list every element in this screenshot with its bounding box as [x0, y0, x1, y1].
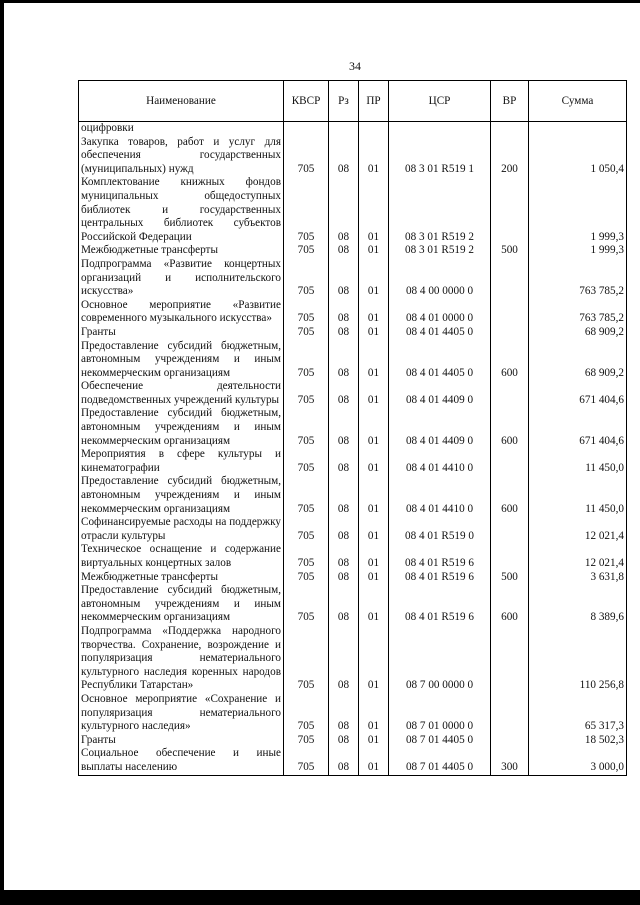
table-row — [79, 326, 627, 340]
row-rz: 08 — [329, 244, 359, 258]
row-sum: 11 450,0 — [529, 475, 627, 516]
row-rz: 08 — [329, 380, 359, 407]
row-csr: 08 7 00 0000 0 — [389, 625, 491, 693]
row-vr — [491, 448, 529, 475]
table-row — [79, 136, 627, 177]
table-row — [79, 693, 627, 734]
table-row — [79, 516, 627, 543]
row-sum: 671 404,6 — [529, 380, 627, 407]
row-csr: 08 4 01 R519 6 — [389, 584, 491, 625]
row-rz: 08 — [329, 693, 359, 734]
row-csr: 08 3 01 R519 2 — [389, 244, 491, 258]
table-row — [79, 244, 627, 258]
row-name: Техническое оснащение и содержание виртуальных концертных залов — [79, 543, 284, 570]
row-kvsr: 705 — [284, 176, 329, 244]
row-kvsr: 705 — [284, 625, 329, 693]
row-sum: 8 389,6 — [529, 584, 627, 625]
row-name: Комплектование книжных фондов муниципальных общедоступных библиотек и государственных центральных библиотек субъектов Российской Федерации — [79, 176, 284, 244]
row-kvsr: 705 — [284, 326, 329, 340]
table-row — [79, 584, 627, 625]
row-sum: 763 785,2 — [529, 258, 627, 299]
row-pr: 01 — [359, 407, 389, 448]
row-name: Основное мероприятие «Сохранение и популяризация нематериального культурного наследия» — [79, 693, 284, 734]
row-pr: 01 — [359, 258, 389, 299]
header-csr: ЦСР — [389, 81, 491, 122]
row-csr: 08 7 01 0000 0 — [389, 693, 491, 734]
row-rz: 08 — [329, 516, 359, 543]
row-pr: 01 — [359, 516, 389, 543]
row-kvsr: 705 — [284, 407, 329, 448]
row-csr: 08 4 01 R519 6 — [389, 571, 491, 585]
row-sum: 763 785,2 — [529, 299, 627, 326]
row-vr: 500 — [491, 244, 529, 258]
row-kvsr: 705 — [284, 734, 329, 748]
budget-table — [78, 80, 627, 776]
table-row — [79, 448, 627, 475]
row-name: Предоставление субсидий бюджетным, автономным учреждениям и иным некоммерческим организациям — [79, 340, 284, 381]
row-sum: 65 317,3 — [529, 693, 627, 734]
row-name: Подпрограмма «Поддержка народного творчества. Сохранение, возрождение и популяризация нематериального культурного наследия коренных народов Республики Татарстан» — [79, 625, 284, 693]
table-body — [79, 122, 627, 776]
row-pr: 01 — [359, 326, 389, 340]
row-vr: 200 — [491, 136, 529, 177]
row-kvsr: 705 — [284, 299, 329, 326]
table-row — [79, 747, 627, 775]
header-rz: Рз — [329, 81, 359, 122]
row-vr — [491, 516, 529, 543]
row-csr: 08 4 01 4405 0 — [389, 326, 491, 340]
row-pr: 01 — [359, 448, 389, 475]
row-pr — [359, 122, 389, 136]
row-sum: 1 050,4 — [529, 136, 627, 177]
row-csr: 08 7 01 4405 0 — [389, 747, 491, 775]
row-name: Предоставление субсидий бюджетным, автономным учреждениям и иным некоммерческим организациям — [79, 407, 284, 448]
row-csr: 08 3 01 R519 1 — [389, 136, 491, 177]
row-sum: 12 021,4 — [529, 516, 627, 543]
row-sum: 11 450,0 — [529, 448, 627, 475]
row-vr: 600 — [491, 340, 529, 381]
row-vr — [491, 176, 529, 244]
row-pr: 01 — [359, 340, 389, 381]
row-pr: 01 — [359, 136, 389, 177]
row-csr: 08 4 01 4405 0 — [389, 340, 491, 381]
row-vr — [491, 625, 529, 693]
row-csr: 08 7 01 4405 0 — [389, 734, 491, 748]
row-kvsr: 705 — [284, 448, 329, 475]
row-sum: 110 256,8 — [529, 625, 627, 693]
row-kvsr: 705 — [284, 475, 329, 516]
row-kvsr: 705 — [284, 693, 329, 734]
row-name: оцифровки — [79, 122, 284, 136]
row-csr: 08 4 01 4410 0 — [389, 448, 491, 475]
row-rz: 08 — [329, 176, 359, 244]
row-kvsr: 705 — [284, 571, 329, 585]
row-rz: 08 — [329, 625, 359, 693]
row-pr: 01 — [359, 584, 389, 625]
row-rz: 08 — [329, 258, 359, 299]
row-rz: 08 — [329, 448, 359, 475]
row-vr: 300 — [491, 747, 529, 775]
row-csr: 08 4 01 0000 0 — [389, 299, 491, 326]
row-vr: 500 — [491, 571, 529, 585]
row-kvsr: 705 — [284, 516, 329, 543]
row-rz: 08 — [329, 747, 359, 775]
row-kvsr: 705 — [284, 380, 329, 407]
table-row — [79, 543, 627, 570]
row-rz: 08 — [329, 340, 359, 381]
table-row — [79, 176, 627, 244]
row-pr: 01 — [359, 693, 389, 734]
row-name: Межбюджетные трансферты — [79, 571, 284, 585]
row-kvsr: 705 — [284, 543, 329, 570]
row-pr: 01 — [359, 734, 389, 748]
page-number: 34 — [349, 59, 361, 73]
table-row — [79, 340, 627, 381]
row-sum: 1 999,3 — [529, 244, 627, 258]
row-sum — [529, 122, 627, 136]
row-csr: 08 4 01 R519 0 — [389, 516, 491, 543]
row-vr — [491, 734, 529, 748]
table-header-row — [79, 81, 627, 122]
row-pr: 01 — [359, 176, 389, 244]
table-row — [79, 380, 627, 407]
row-csr: 08 4 00 0000 0 — [389, 258, 491, 299]
table-row — [79, 258, 627, 299]
table-row — [79, 122, 627, 136]
row-vr — [491, 299, 529, 326]
row-pr: 01 — [359, 475, 389, 516]
row-name: Мероприятия в сфере культуры и кинематографии — [79, 448, 284, 475]
row-name: Гранты — [79, 326, 284, 340]
row-vr — [491, 380, 529, 407]
table-row — [79, 625, 627, 693]
row-sum: 3 631,8 — [529, 571, 627, 585]
row-vr — [491, 122, 529, 136]
scan-border-bottom — [0, 890, 640, 905]
row-name: Предоставление субсидий бюджетным, автономным учреждениям и иным некоммерческим организациям — [79, 584, 284, 625]
row-rz: 08 — [329, 407, 359, 448]
row-name: Софинансируемые расходы на поддержку отрасли культуры — [79, 516, 284, 543]
row-csr: 08 3 01 R519 2 — [389, 176, 491, 244]
header-name: Наименование — [79, 81, 284, 122]
header-kvsr: КВСР — [284, 81, 329, 122]
row-name: Предоставление субсидий бюджетным, автономным учреждениям и иным некоммерческим организациям — [79, 475, 284, 516]
row-name: Закупка товаров, работ и услуг для обеспечения государственных (муниципальных) нужд — [79, 136, 284, 177]
table-row — [79, 734, 627, 748]
row-sum: 3 000,0 — [529, 747, 627, 775]
row-pr: 01 — [359, 571, 389, 585]
row-pr: 01 — [359, 380, 389, 407]
row-rz: 08 — [329, 734, 359, 748]
row-kvsr: 705 — [284, 340, 329, 381]
row-vr — [491, 543, 529, 570]
row-name: Основное мероприятие «Развитие современного музыкального искусства» — [79, 299, 284, 326]
row-kvsr: 705 — [284, 747, 329, 775]
row-pr: 01 — [359, 543, 389, 570]
row-kvsr: 705 — [284, 244, 329, 258]
row-csr: 08 4 01 4409 0 — [389, 380, 491, 407]
row-sum: 12 021,4 — [529, 543, 627, 570]
table-row — [79, 407, 627, 448]
row-rz: 08 — [329, 584, 359, 625]
row-name: Подпрограмма «Развитие концертных организаций и исполнительского искусства» — [79, 258, 284, 299]
row-pr: 01 — [359, 625, 389, 693]
row-pr: 01 — [359, 299, 389, 326]
row-kvsr: 705 — [284, 136, 329, 177]
row-rz — [329, 122, 359, 136]
row-name: Обеспечение деятельности подведомственных учреждений культуры — [79, 380, 284, 407]
row-csr: 08 4 01 R519 6 — [389, 543, 491, 570]
row-rz: 08 — [329, 543, 359, 570]
row-vr: 600 — [491, 407, 529, 448]
header-sum: Сумма — [529, 81, 627, 122]
row-rz: 08 — [329, 571, 359, 585]
scan-border-left — [0, 0, 4, 905]
row-vr: 600 — [491, 584, 529, 625]
header-pr: ПР — [359, 81, 389, 122]
row-pr: 01 — [359, 747, 389, 775]
table-row — [79, 571, 627, 585]
row-sum: 18 502,3 — [529, 734, 627, 748]
row-name: Гранты — [79, 734, 284, 748]
row-csr: 08 4 01 4410 0 — [389, 475, 491, 516]
table-row — [79, 299, 627, 326]
row-kvsr: 705 — [284, 258, 329, 299]
row-sum: 1 999,3 — [529, 176, 627, 244]
row-rz: 08 — [329, 326, 359, 340]
row-vr — [491, 693, 529, 734]
row-sum: 68 909,2 — [529, 340, 627, 381]
row-sum: 671 404,6 — [529, 407, 627, 448]
row-name: Межбюджетные трансферты — [79, 244, 284, 258]
row-name: Социальное обеспечение и иные выплаты населению — [79, 747, 284, 775]
row-vr: 600 — [491, 475, 529, 516]
row-kvsr — [284, 122, 329, 136]
row-rz: 08 — [329, 475, 359, 516]
row-vr — [491, 258, 529, 299]
header-vr: ВР — [491, 81, 529, 122]
row-rz: 08 — [329, 299, 359, 326]
table-row — [79, 475, 627, 516]
row-vr — [491, 326, 529, 340]
row-csr: 08 4 01 4409 0 — [389, 407, 491, 448]
row-csr — [389, 122, 491, 136]
row-kvsr: 705 — [284, 584, 329, 625]
row-rz: 08 — [329, 136, 359, 177]
row-sum: 68 909,2 — [529, 326, 627, 340]
row-pr: 01 — [359, 244, 389, 258]
scan-border-top — [0, 0, 640, 3]
